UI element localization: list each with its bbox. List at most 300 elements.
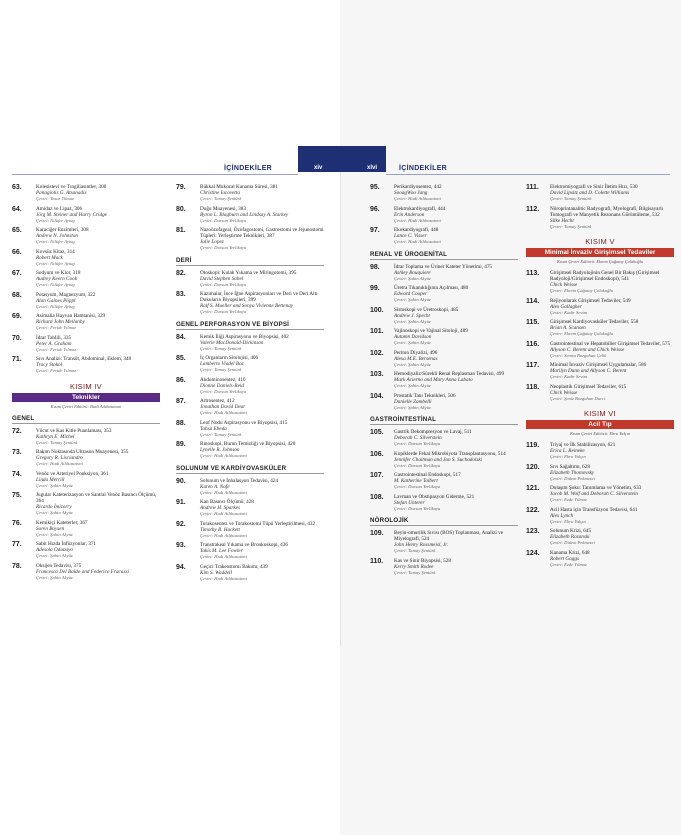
chapter-translator: Çeviri: Şahin Akyüz bbox=[394, 340, 431, 345]
toc-entry bbox=[176, 334, 324, 352]
chapter-number: 94. bbox=[176, 563, 186, 571]
chapter-translator: Çeviri: Tamay Şentürk bbox=[550, 196, 592, 201]
chapter-title: Dolaşım Şoku: Tanımlama ve Yönetim, 633 bbox=[550, 485, 642, 491]
chapter-authors: Timothy B. Hackett bbox=[200, 526, 240, 533]
toc-entry bbox=[526, 442, 674, 460]
chapter-number: 112. bbox=[526, 205, 540, 213]
page-number-right: xlvi bbox=[367, 165, 378, 171]
chapter-authors: Alexa M.E. Bersenas bbox=[394, 355, 438, 362]
entry-list bbox=[12, 184, 160, 374]
chapter-authors: Audrey Keern Cook bbox=[36, 276, 78, 282]
chapter-number: 119. bbox=[526, 442, 540, 449]
chapter-authors: Tahsa Ebeda bbox=[200, 425, 227, 432]
chapter-number: 88. bbox=[176, 419, 186, 427]
section-heading: NÖROLOJİK bbox=[370, 517, 518, 526]
chapter-title: Hemodiyaliz/Sürekli Renal Replasman Tedavisi, 499 bbox=[394, 371, 505, 377]
chapter-authors: Valerie MacDonald-Dickinson bbox=[200, 339, 264, 346]
chapter-number: 70. bbox=[12, 334, 22, 342]
chapter-authors: Autumn Davidson bbox=[394, 334, 432, 340]
chapter-authors: Lance C. Visser bbox=[394, 233, 427, 239]
chapter-title: Sıvı Sağaltımı, 628 bbox=[550, 463, 590, 470]
chapter-number: 69. bbox=[12, 313, 22, 320]
toc-entry bbox=[526, 319, 674, 337]
toc-entry bbox=[12, 520, 160, 538]
toc-column-3 bbox=[370, 184, 518, 579]
page-gutter bbox=[340, 146, 341, 646]
entry-list bbox=[176, 478, 324, 582]
chapter-authors: Soren Boysen bbox=[36, 525, 65, 532]
chapter-translator: Çeviri: Ebru Yalçın bbox=[550, 454, 586, 459]
chapter-title: Lavman ve Obstipasyon Giderme, 521 bbox=[394, 493, 475, 500]
chapter-title: Ekokardiyografi, 448 bbox=[394, 227, 439, 233]
chapter-translator: Çeviri: Şahin Akyüz bbox=[394, 383, 431, 388]
toc-column-2 bbox=[176, 184, 324, 585]
chapter-number: 101. bbox=[370, 328, 384, 335]
chapter-number: 67. bbox=[12, 270, 22, 277]
toc-entry bbox=[12, 270, 160, 288]
chapter-translator: Çeviri: Hadi Atlıhasatoni bbox=[394, 196, 441, 201]
chapter-authors: Alex Gallagher bbox=[550, 303, 582, 310]
chapter-translator: Çeviri: Ezde Yılmaz bbox=[550, 561, 587, 567]
chapter-number: 102. bbox=[370, 349, 384, 357]
chapter-translator: Çeviri: Hadi Atlıhasatoni bbox=[394, 239, 441, 244]
chapter-number: 87. bbox=[176, 398, 186, 405]
chapter-translator: Çeviri: Kadir Sevim bbox=[550, 309, 587, 315]
chapter-title: Triyaj ve İlk Stabilizasyon, 621 bbox=[550, 442, 616, 448]
chapter-authors: M. Katherine Tolbert bbox=[394, 478, 438, 484]
chapter-title: Solunum ve İnhalasyon Tedavisi, 424 bbox=[200, 477, 279, 484]
chapter-number: 100. bbox=[370, 306, 384, 314]
chapter-title: Elektrokardiyografi, 444 bbox=[394, 205, 446, 212]
chapter-authors: Christine Iacovetta bbox=[200, 190, 240, 196]
chapter-number: 92. bbox=[176, 520, 186, 528]
chapter-translator: Çeviri: Şahin Akyüz bbox=[36, 553, 73, 558]
chapter-title: Transtrakeal Yıkama ve Bronkoskopi, 436 bbox=[200, 542, 288, 548]
chapter-authors: Alex Lynch bbox=[550, 512, 574, 519]
chapter-title: Sodyum ve Klor, 318 bbox=[36, 270, 81, 276]
chapter-title: Gastrointestinal Endoskopi, 517 bbox=[394, 472, 461, 478]
chapter-title: Doğu Muayenesi, 383 bbox=[200, 205, 246, 212]
chapter-title: Asimalia Hayvan Hamtanisi, 329 bbox=[36, 313, 106, 319]
chapter-number: 75. bbox=[12, 492, 22, 499]
entry-list bbox=[176, 334, 324, 459]
toc-column-4 bbox=[526, 184, 674, 571]
chapter-number: 64. bbox=[12, 205, 22, 213]
chapter-number: 82. bbox=[176, 269, 186, 277]
chapter-authors: Jennifer Chaitman and Jan S. Suchodolski bbox=[394, 456, 483, 463]
page-number-left: xiv bbox=[314, 165, 323, 171]
chapter-authors: David Stephen Sobel bbox=[200, 275, 244, 282]
chapter-authors: SooagWoo Jang bbox=[394, 190, 428, 196]
chapter-authors: Karen A. Nafe bbox=[200, 483, 230, 490]
chapter-authors: Elizabeth Thomovsky bbox=[550, 469, 595, 476]
chapter-title: Rinoskopi, Burun Temizliği ve Biyopsisi, 420 bbox=[200, 441, 296, 447]
toc-entry bbox=[370, 328, 518, 346]
chapter-authors: Tracy Stokol bbox=[36, 362, 63, 368]
toc-entry bbox=[526, 362, 674, 380]
chapter-translator: Çeviri: Dursun Yerlikaya bbox=[200, 281, 247, 287]
chapter-authors: Alan Gaines Pöppl bbox=[36, 297, 76, 304]
chapter-number: 103. bbox=[370, 371, 384, 378]
toc-entry bbox=[370, 285, 518, 303]
chapter-number: 99. bbox=[370, 285, 380, 292]
chapter-authors: Peter A. Graham bbox=[36, 340, 72, 347]
chapter-title: Abdominosentez, 410 bbox=[200, 376, 246, 383]
part-title-band: Teknikler bbox=[12, 393, 160, 402]
chapter-number: 95. bbox=[370, 184, 380, 191]
part-editor: Kısım Çeviri Editörü: Ebru Yalçın bbox=[569, 431, 631, 436]
chapter-number: 80. bbox=[176, 205, 186, 213]
section-heading: SOLUNUM VE KARDİYOVASKÜLER bbox=[176, 465, 324, 474]
chapter-title: Solunum Krizi, 645 bbox=[550, 528, 592, 534]
chapter-title: Gastrointestinal ve Hepatobilier Girişimsel Tedaviler, 575 bbox=[550, 340, 671, 347]
entry-list bbox=[370, 530, 518, 575]
chapter-number: 89. bbox=[176, 441, 186, 448]
chapter-authors: Kerry Smith Rodee bbox=[394, 563, 434, 570]
chapter-translator: Çeviri: Tamay Şentürk bbox=[200, 345, 242, 351]
chapter-title: Elektromiyografi ve Sinir İletim Hızı, 530 bbox=[550, 184, 638, 190]
chapter-authors: Adesola Odunayo bbox=[36, 547, 74, 553]
chapter-authors: Lynelle R. Johnson bbox=[200, 447, 240, 453]
chapter-translator: Çeviri: Şahin Akyüz bbox=[394, 361, 431, 367]
toc-entry bbox=[176, 542, 324, 560]
chapter-number: 79. bbox=[176, 184, 186, 191]
chapter-number: 77. bbox=[12, 541, 22, 548]
toc-entry bbox=[526, 550, 674, 568]
chapter-number: 74. bbox=[12, 470, 22, 478]
toc-entry bbox=[176, 398, 324, 416]
chapter-authors: Danielle Zambelli bbox=[394, 398, 432, 405]
chapter-title: İdrar Toplama ve Üriner Kateter Yönetimi, 475 bbox=[394, 263, 493, 270]
chapter-translator: Çeviri: Hadi Atlıhasatoni bbox=[200, 511, 247, 516]
chapter-authors: Deborah C. Silverstein bbox=[394, 435, 442, 441]
chapter-translator: Çeviri: Şahin Akyüz bbox=[36, 482, 73, 488]
chapter-authors: Andrew J. Specht bbox=[394, 312, 430, 319]
chapter-number: 115. bbox=[526, 319, 540, 326]
toc-entry bbox=[370, 264, 518, 282]
chapter-number: 63. bbox=[12, 184, 22, 191]
header-rule-right bbox=[386, 174, 670, 175]
toc-entry bbox=[526, 507, 674, 525]
toc-entry bbox=[526, 270, 674, 294]
part-iv-block bbox=[12, 382, 160, 409]
chapter-number: 116. bbox=[526, 340, 540, 348]
toc-entry bbox=[176, 355, 324, 373]
toc-entry bbox=[176, 441, 324, 459]
chapter-title: Vajinoskopi ve Vajinal Sitoloji, 489 bbox=[394, 328, 468, 334]
chapter-number: 117. bbox=[526, 362, 540, 369]
toc-entry bbox=[370, 184, 518, 202]
chapter-number: 66. bbox=[12, 248, 22, 256]
section-heading: GASTROİNTESTİNAL bbox=[370, 416, 518, 425]
toc-entry bbox=[370, 227, 518, 245]
chapter-authors: Julie Lopez bbox=[200, 239, 224, 245]
chapter-translator: Çeviri: Ezde Yılmaz bbox=[550, 497, 587, 502]
entry-list bbox=[370, 184, 518, 245]
chapter-authors: Jonathan David Dear bbox=[200, 404, 246, 410]
chapter-translator: Çeviri: Hadi Atlıhasatoni bbox=[200, 532, 247, 538]
chapter-number: 73. bbox=[12, 449, 22, 456]
chapter-number: 114. bbox=[526, 297, 540, 305]
chapter-number: 107. bbox=[370, 472, 384, 479]
chapter-number: 84. bbox=[176, 333, 186, 341]
chapter-number: 113. bbox=[526, 270, 540, 277]
chapter-authors: Chick Weisse bbox=[550, 282, 578, 288]
toc-entry bbox=[12, 184, 160, 202]
chapter-translator: Çeviri: Hadi Atlıhasatoni bbox=[200, 554, 247, 559]
chapter-translator: Çeviri: Tamay Şentürk bbox=[200, 367, 242, 372]
running-title-right: İÇİNDEKİLER bbox=[399, 165, 448, 172]
chapter-number: 91. bbox=[176, 499, 186, 506]
chapter-translator: Çeviri: Ebru Yalçın bbox=[550, 518, 586, 524]
chapter-authors: Erica L. Reineke bbox=[550, 448, 585, 454]
chapter-title: Kan Basıncı Ölçümü, 428 bbox=[200, 499, 254, 505]
chapter-title: Minimal İnvaziv Girişimsel Uygulamalar, 586 bbox=[550, 362, 647, 368]
chapter-translator: Çeviri: Hadi Atlıhasatoni bbox=[36, 461, 83, 466]
chapter-number: 98. bbox=[370, 263, 380, 271]
chapter-translator: Çeviri: Dursun Yerlikaya bbox=[200, 217, 247, 223]
chapter-title: Beyin-omurilik Sıvısı (BOS) Toplanması, Analizi ve Miyelografi, 524 bbox=[394, 530, 504, 542]
toc-entry bbox=[176, 206, 324, 224]
toc-entry bbox=[176, 521, 324, 539]
part-v-block bbox=[526, 237, 674, 264]
toc-entry bbox=[526, 464, 674, 482]
running-title-left: İÇİNDEKİLER bbox=[224, 165, 273, 172]
chapter-translator: Çeviri: Dursun Yerlikaya bbox=[200, 245, 247, 250]
chapter-number: 110. bbox=[370, 557, 384, 565]
chapter-translator: Çeviri: Nilüfer Aytug bbox=[36, 260, 75, 266]
chapter-number: 97. bbox=[370, 227, 380, 234]
chapter-title: Bakım Noktasında Ultrason Muayenesi, 355 bbox=[36, 449, 129, 455]
entry-list bbox=[370, 429, 518, 511]
toc-entry bbox=[12, 227, 160, 245]
chapter-title: İç Organların Sitolojisi, 406 bbox=[200, 355, 259, 361]
toc-entry bbox=[370, 558, 518, 576]
chapter-number: 109. bbox=[370, 530, 384, 537]
chapter-number: 104. bbox=[370, 392, 384, 400]
chapter-translator: Çeviri: Dursun Yerlikaya bbox=[200, 388, 247, 394]
chapter-title: Prostatik Tanı Teknikleri, 506 bbox=[394, 392, 456, 399]
chapter-title: Kanama Krizi, 648 bbox=[550, 549, 590, 556]
chapter-authors: Takis M. Lee Fowler bbox=[200, 548, 243, 554]
chapter-authors: Ashley Bouquiere bbox=[394, 269, 431, 276]
chapter-title: Vücut ve Kas Kitle Puanlaması, 353 bbox=[36, 427, 112, 434]
chapter-authors: Edward Cooper bbox=[394, 291, 428, 297]
chapter-authors: Kathryn E. Michel bbox=[36, 433, 75, 440]
section-heading: GENEL bbox=[12, 415, 160, 424]
chapter-title: Artrosentez, 412 bbox=[200, 398, 235, 404]
chapter-authors: Linda Merrill bbox=[36, 476, 65, 483]
toc-entry bbox=[370, 494, 518, 512]
part-title-band: Acil Tıp bbox=[526, 420, 674, 429]
part-label: KISIM V bbox=[585, 237, 615, 246]
chapter-number: 118. bbox=[526, 383, 540, 391]
chapter-authors: Dionne Daniels-Reid bbox=[200, 382, 244, 389]
chapter-authors: Ricardo İmizorry bbox=[36, 504, 72, 510]
chapter-translator: Çeviri: Tamay Şentürk bbox=[550, 223, 592, 229]
chapter-translator: Çeviri: Tamay Şentürk bbox=[394, 569, 436, 575]
part-label: KISIM IV bbox=[70, 381, 102, 391]
chapter-translator: Çeviri: Dursun Yerlikaya bbox=[394, 484, 441, 489]
chapter-title: Karaciğer Enzimleri, 308 bbox=[36, 227, 89, 233]
toc-entry bbox=[176, 377, 324, 395]
chapter-title: Geçici Trakeostomi Bakımı, 439 bbox=[200, 563, 268, 570]
part-editor: Kısım Çeviri Editörü: Hadi Atlıhasatoni bbox=[50, 403, 122, 409]
chapter-translator: Çeviri: Ekrem Çağatay Çolakoğlu bbox=[550, 331, 613, 336]
toc-entry bbox=[12, 449, 160, 467]
toc-entry bbox=[12, 356, 160, 374]
chapter-authors: Ralf S. Mueller and Sonya Vivienne Bettenay bbox=[200, 303, 294, 309]
chapter-authors: Erin Anderson bbox=[394, 211, 425, 218]
chapter-authors: Robert Goggs bbox=[550, 555, 579, 562]
chapter-translator: Çeviri: Şahin Akyüz bbox=[36, 510, 73, 515]
chapter-translator: Çeviri: Semra Bozgahan Çelik bbox=[550, 352, 607, 358]
chapter-translator: Çeviri: Nilüfer Aytug bbox=[36, 282, 75, 287]
chapter-number: 111. bbox=[526, 184, 539, 191]
section-heading: RENAL VE ÜROGENİTAL bbox=[370, 251, 518, 260]
chapter-number: 81. bbox=[176, 227, 186, 234]
chapter-translator: Çeviri: Dursun Yerlikaya bbox=[394, 441, 441, 446]
chapter-title: Neoplastik Girişimsel Tedaviler, 615 bbox=[550, 383, 627, 390]
chapter-title: Kas ve Sinir Biyopsisi, 528 bbox=[394, 557, 451, 564]
part-editor: Kısım Çeviri Editörü: Ekrem Çağatay Çolakoğlu bbox=[556, 259, 644, 264]
toc-entry bbox=[370, 472, 518, 490]
chapter-title: Jugular Kateterizasyon ve Santral Venöz Basıncı Ölçümü, 364 bbox=[36, 492, 157, 504]
entry-list bbox=[370, 264, 518, 411]
chapter-authors: Elizabeth Rozanski bbox=[550, 534, 590, 540]
chapter-number: 108. bbox=[370, 493, 384, 501]
chapter-number: 96. bbox=[370, 205, 380, 213]
chapter-translator: Çeviri: Dursun Yerlikaya bbox=[394, 462, 441, 468]
toc-entry bbox=[370, 350, 518, 368]
chapter-title: Potasyum, Magnezyum, 322 bbox=[36, 291, 96, 298]
entry-list bbox=[526, 184, 674, 229]
part-title-band: Minimal İnvaziv Girişimsel Tedaviler bbox=[526, 248, 674, 257]
toc-entry bbox=[526, 298, 674, 316]
chapter-number: 106. bbox=[370, 450, 384, 458]
chapter-translator: Çeviri: Tamay Şentürk bbox=[200, 196, 242, 201]
toc-entry bbox=[12, 335, 160, 353]
chapter-authors: David Lipsitz and D. Colette Williams bbox=[550, 190, 629, 196]
toc-entry bbox=[12, 428, 160, 446]
chapter-number: 71. bbox=[12, 356, 22, 363]
toc-entry bbox=[12, 563, 160, 581]
toc-entry bbox=[526, 184, 674, 202]
chapter-number: 124. bbox=[526, 549, 540, 557]
chapter-translator: Çeviri: Dursun Yerlikaya bbox=[200, 309, 247, 314]
chapter-title: Kemikiçi Kateterler, 367 bbox=[36, 519, 88, 526]
chapter-translator: Çeviri: Şahin Akyüz bbox=[394, 297, 431, 302]
toc-column-1 bbox=[12, 184, 160, 584]
chapter-translator: Çeviri: Dursun Yerlikaya bbox=[394, 505, 441, 511]
chapter-translator: Çeviri: Şahin Akyüz bbox=[394, 275, 431, 281]
toc-entry bbox=[12, 249, 160, 267]
chapter-title: Kolesistevi ve Tıngiliasıntler, 300 bbox=[36, 184, 107, 190]
chapter-authors: Andrew N. Johnston bbox=[36, 233, 79, 239]
chapter-authors: Byron L. Blagburn and Lindsay A. Starkey bbox=[200, 211, 289, 218]
chapter-translator: Çeviri: Hadi Atlıhasatoni bbox=[200, 489, 247, 495]
chapter-authors: Silke Hecht bbox=[550, 217, 574, 224]
toc-entry bbox=[176, 227, 324, 251]
chapter-number: 78. bbox=[12, 562, 22, 570]
toc-entry bbox=[176, 478, 324, 496]
chapter-title: Üretra Tıkanıklığının Açılması, 480 bbox=[394, 285, 469, 291]
chapter-number: 90. bbox=[176, 477, 186, 485]
entry-list bbox=[12, 428, 160, 581]
chapter-title: Gastrik Dekompresyon ve Lavaj, 511 bbox=[394, 429, 472, 435]
chapter-translator: Çeviri: Tamay Şentürk bbox=[200, 431, 242, 437]
chapter-translator: Çeviri: Hadi Atlıhasatoni bbox=[394, 217, 441, 223]
chapter-authors: Mark Acierno and Mary Anna Labato bbox=[394, 377, 473, 383]
chapter-title: Venöz ve Arteriyel Ponksiyon, 361 bbox=[36, 470, 109, 477]
toc-entry bbox=[526, 485, 674, 503]
section-heading: DERİ bbox=[176, 257, 324, 266]
toc-entry bbox=[12, 292, 160, 310]
chapter-number: 123. bbox=[526, 528, 540, 535]
chapter-title: Sıvı Analizi: Transüt, Abdominal, Eklem, 348 bbox=[36, 356, 132, 362]
chapter-translator: Çeviri: Hadi Atlıhasatoni bbox=[200, 575, 247, 581]
chapter-authors: Kim S. Waddell bbox=[200, 569, 232, 576]
chapter-authors: John Henry Rossmeisl, Jr. bbox=[394, 542, 449, 548]
chapter-title: Nazoözofageal, Özofagostomi, Gastrostomi ve Jejunostomi Tüpleri: Yerleştirme Teknikleri, 387 bbox=[200, 227, 324, 239]
chapter-title: Periton Diyalizi, 496 bbox=[394, 349, 438, 356]
toc-entry bbox=[176, 270, 324, 288]
chapter-number: 121. bbox=[526, 485, 540, 492]
chapter-authors: Marilyn Dunn and Allyson C. Berent bbox=[550, 368, 627, 374]
chapter-translator: Çeviri: Hadi Atlıhasatoni bbox=[200, 410, 247, 415]
chapter-number: 76. bbox=[12, 519, 22, 527]
chapter-translator: Çeviri: Feride Yılmaz bbox=[36, 325, 77, 330]
toc-entry bbox=[176, 291, 324, 315]
entry-list bbox=[526, 442, 674, 567]
chapter-translator: Çeviri: Şahin Akyüz bbox=[36, 574, 73, 580]
chapter-authors: Andrew H. Sparkes bbox=[200, 505, 241, 511]
chapter-translator: Çeviri: Didem Pekmezci bbox=[550, 540, 595, 545]
chapter-authors: Stefan Unterer bbox=[394, 499, 425, 506]
chapter-translator: Çeviri: Tamay Şentürk bbox=[36, 439, 78, 445]
chapter-title: Lenf Nodu Aspirasyonu ve Biyopsisi, 415 bbox=[200, 419, 288, 426]
chapter-translator: Çeviri: Feride Yılmaz bbox=[36, 346, 77, 352]
chapter-translator: Çeviri: Kadir Sevim bbox=[550, 374, 587, 379]
chapter-authors: Gregory R. Lisciandro bbox=[36, 455, 83, 461]
chapter-authors: Robert Mack bbox=[36, 254, 63, 261]
chapter-authors: Richard John Mellanby bbox=[36, 319, 85, 325]
chapter-title: Acil Hasta için Transfüzyon Tedavisi, 641 bbox=[550, 506, 638, 513]
toc-entry bbox=[370, 530, 518, 554]
chapter-authors: Brian A. Scansen bbox=[550, 325, 586, 331]
chapter-authors: Jörg M. Steiner and Harry Cridge bbox=[36, 211, 107, 218]
chapter-translator: Çeviri: Nilüfer Aytug bbox=[36, 239, 75, 244]
chapter-translator: Çeviri: Şeniz Bozgahan Durci bbox=[550, 395, 606, 401]
toc-entry bbox=[526, 206, 674, 230]
chapter-title: Kemik İliği Aspirasyonu ve Biyopsisi, 402 bbox=[200, 333, 289, 340]
chapter-number: 122. bbox=[526, 506, 540, 514]
chapter-number: 68. bbox=[12, 291, 22, 299]
toc-entry bbox=[526, 384, 674, 402]
chapter-translator: Çeviri: Şahin Akyüz bbox=[36, 531, 73, 537]
entry-list bbox=[176, 184, 324, 251]
chapter-title: Amidaz ve Lipaz, 306 bbox=[36, 205, 83, 212]
toc-entry bbox=[176, 184, 324, 202]
chapter-title: Sistoskopi ve Üretroskopi, 485 bbox=[394, 306, 459, 313]
toc-entry bbox=[370, 451, 518, 469]
entry-list bbox=[176, 270, 324, 315]
chapter-translator: Çeviri: Feride Yılmaz bbox=[36, 368, 77, 373]
toc-entry bbox=[370, 371, 518, 389]
toc-entry bbox=[176, 564, 324, 582]
toc-entry bbox=[370, 393, 518, 411]
chapter-translator: Çeviri: Didem Pekmezci bbox=[550, 475, 595, 481]
